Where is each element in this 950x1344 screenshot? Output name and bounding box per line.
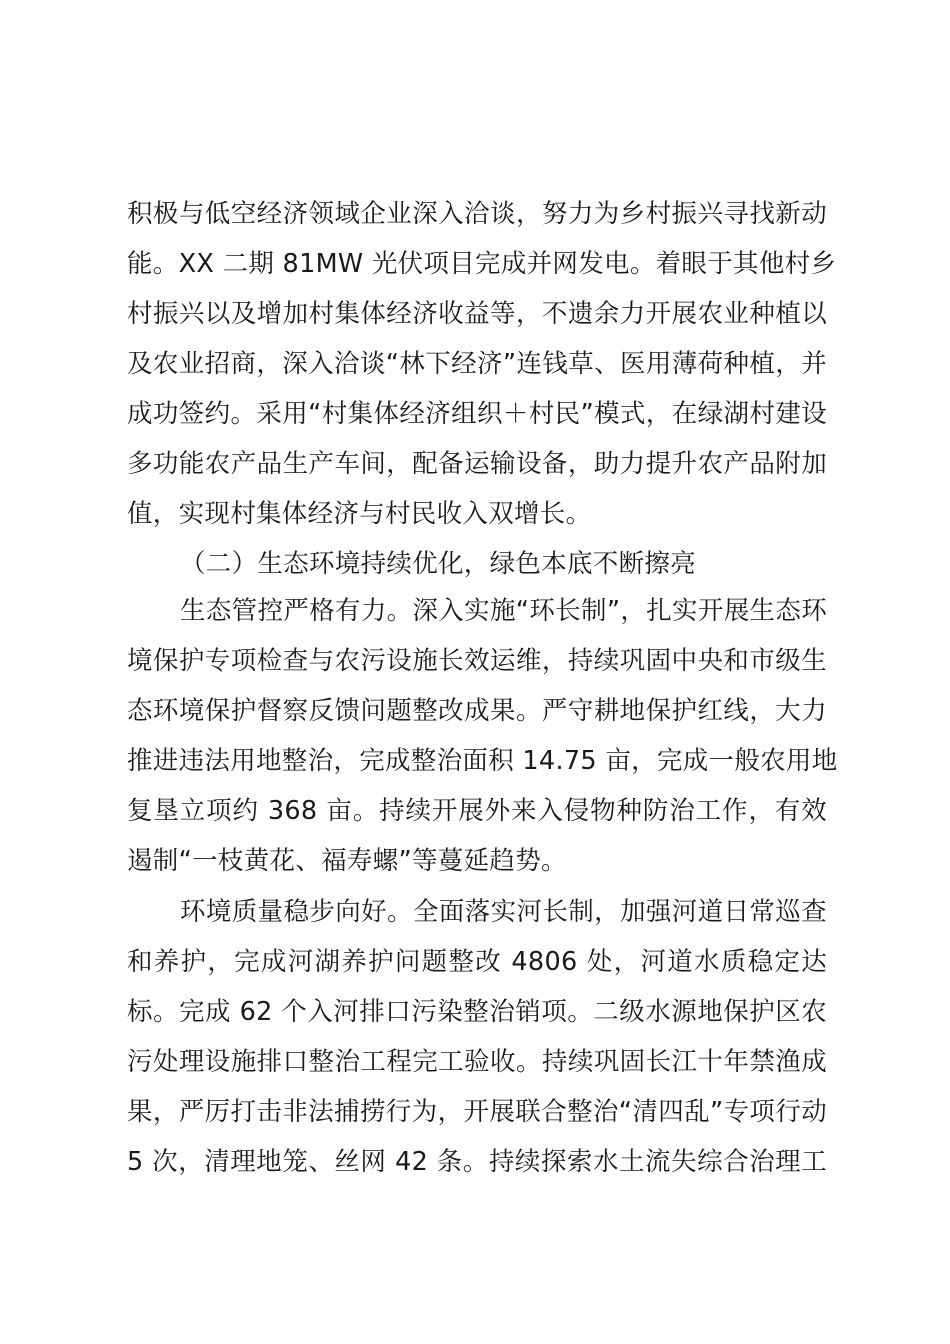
- paragraph-3-line-6: 5 次，清理地笼、丝网 42 条。持续探索水土流失综合治理工: [127, 1147, 827, 1177]
- paragraph-1-line-2: 能。XX 二期 81MW 光伏项目完成并网发电。着眼于其他村乡: [127, 249, 837, 279]
- paragraph-3-line-1: 环境质量稳步向好。全面落实河长制，加强河道日常巡查: [180, 897, 827, 927]
- paragraph-1-line-5: 成功签约。采用“村集体经济组织＋村民”模式，在绿湖村建设: [127, 399, 827, 429]
- paragraph-3-line-2: 和养护，完成河湖养护问题整改 4806 处，河道水质稳定达: [127, 947, 827, 977]
- paragraph-1-line-4: 及农业招商，深入洽谈“林下经济”连钱草、医用薄荷种植，并: [127, 349, 827, 379]
- paragraph-2-line-1: 生态管控严格有力。深入实施“环长制”，扎实开展生态环: [180, 596, 827, 626]
- paragraph-3-line-3: 标。完成 62 个入河排口污染整治销项。二级水源地保护区农: [127, 997, 827, 1027]
- paragraph-1-line-7: 值，实现村集体经济与村民收入双增长。: [127, 499, 592, 529]
- paragraph-1-line-6: 多功能农产品生产车间，配备运输设备，助力提升农产品附加: [127, 449, 827, 479]
- paragraph-3-line-5: 果，严厉打击非法捕捞行为，开展联合整治“清四乱”专项行动: [127, 1097, 827, 1127]
- paragraph-1-line-3: 村振兴以及增加村集体经济收益等，不遗余力开展农业种植以: [127, 299, 827, 329]
- paragraph-2-line-4: 推进违法用地整治，完成整治面积 14.75 亩，完成一般农用地: [127, 746, 838, 776]
- paragraph-2-line-3: 态环境保护督察反馈问题整改成果。严守耕地保护红线，大力: [127, 696, 827, 726]
- paragraph-2-line-6: 遏制“一枝黄花、福寿螺”等蔓延趋势。: [127, 846, 567, 876]
- section-heading: （二）生态环境持续优化，绿色本底不断擦亮: [180, 549, 697, 579]
- paragraph-2-line-2: 境保护专项检查与农污设施长效运维，持续巩固中央和市级生: [127, 646, 827, 676]
- paragraph-3-line-4: 污处理设施排口整治工程完工验收。持续巩固长江十年禁渔成: [127, 1047, 827, 1077]
- paragraph-1-line-1: 积极与低空经济领域企业深入洽谈，努力为乡村振兴寻找新动: [127, 199, 827, 229]
- paragraph-2-line-5: 复垦立项约 368 亩。持续开展外来入侵物种防治工作，有效: [127, 796, 827, 826]
